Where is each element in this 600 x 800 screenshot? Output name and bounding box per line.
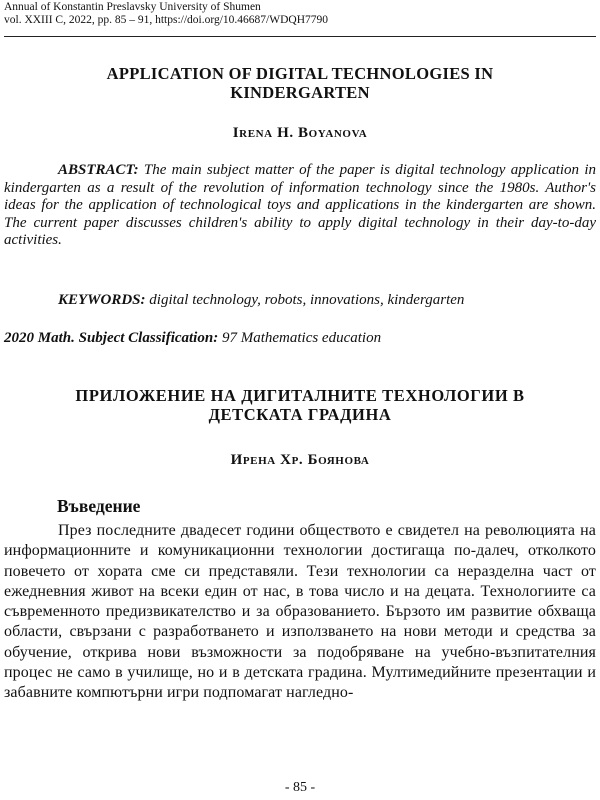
abstract-label: ABSTRACT:	[58, 162, 139, 178]
keywords	[4, 291, 596, 309]
keywords-text: digital technology, robots, innovations, kindergarten	[145, 292, 465, 308]
keywords-label: KEYWORDS:	[58, 292, 146, 308]
abstract-text: The main subject matter of the paper is digital technology application in kindergarten as a result of the revolution of information technology since the 1980s. Author's ideas for the application of technological toys and applications in the kindergarten are shown. The current paper discusses children's ability to apply digital technology in their day-to-day activities.	[4, 162, 596, 249]
journal-name: Annual of Konstantin Preslavsky University of Shumen	[4, 1, 261, 13]
msc-label: 2020 Math. Subject Classification:	[4, 330, 219, 346]
author-bg: Ирена Хр. Боянова	[230, 452, 370, 468]
page-number: - 85 -	[284, 780, 316, 795]
author-en: Irena H. Boyanova	[232, 125, 368, 141]
volume-doi: vol. XXIII C, 2022, pp. 85 – 91, https://doi.org/10.46687/WDQH7790	[4, 14, 329, 26]
paper-title-en: APPLICATION OF DIGITAL TECHNOLOGIES IN KINDERGARTEN	[106, 64, 494, 102]
running-header	[4, 1, 596, 27]
section-heading: Въведение	[57, 496, 141, 516]
paper-title-bg: ПРИЛОЖЕНИЕ НА ДИГИТАЛНИТЕ ТЕХНОЛОГИИ В ДЕТСКАТА ГРАДИНА	[75, 386, 525, 424]
header-rule	[4, 36, 596, 37]
body-paragraph: През последните двадесет години обществото е свидетел на революцията на информационните и комуникационни технологии достигаща по-далеч, отколкото повечето от хората сме си представяли. Тези технологии са неразделна част от ежедневния живот на всеки един от нас, в това число и на децата. Технологиите са съвременното предизвикателство и за образованието. Бързото им развитие обхваща области, свързани с разработването и използването на нови методи и средства за обучение, открива нови възможности за подобряване на учебно-възпитателния процес не само в училище, но и в детската градина. Мултимедийните презентации и забавните компютърни игри подпомагат нагледно-	[4, 522, 596, 702]
abstract	[4, 162, 596, 250]
msc-classification	[4, 329, 596, 347]
msc-text: 97 Mathematics education	[218, 330, 382, 346]
